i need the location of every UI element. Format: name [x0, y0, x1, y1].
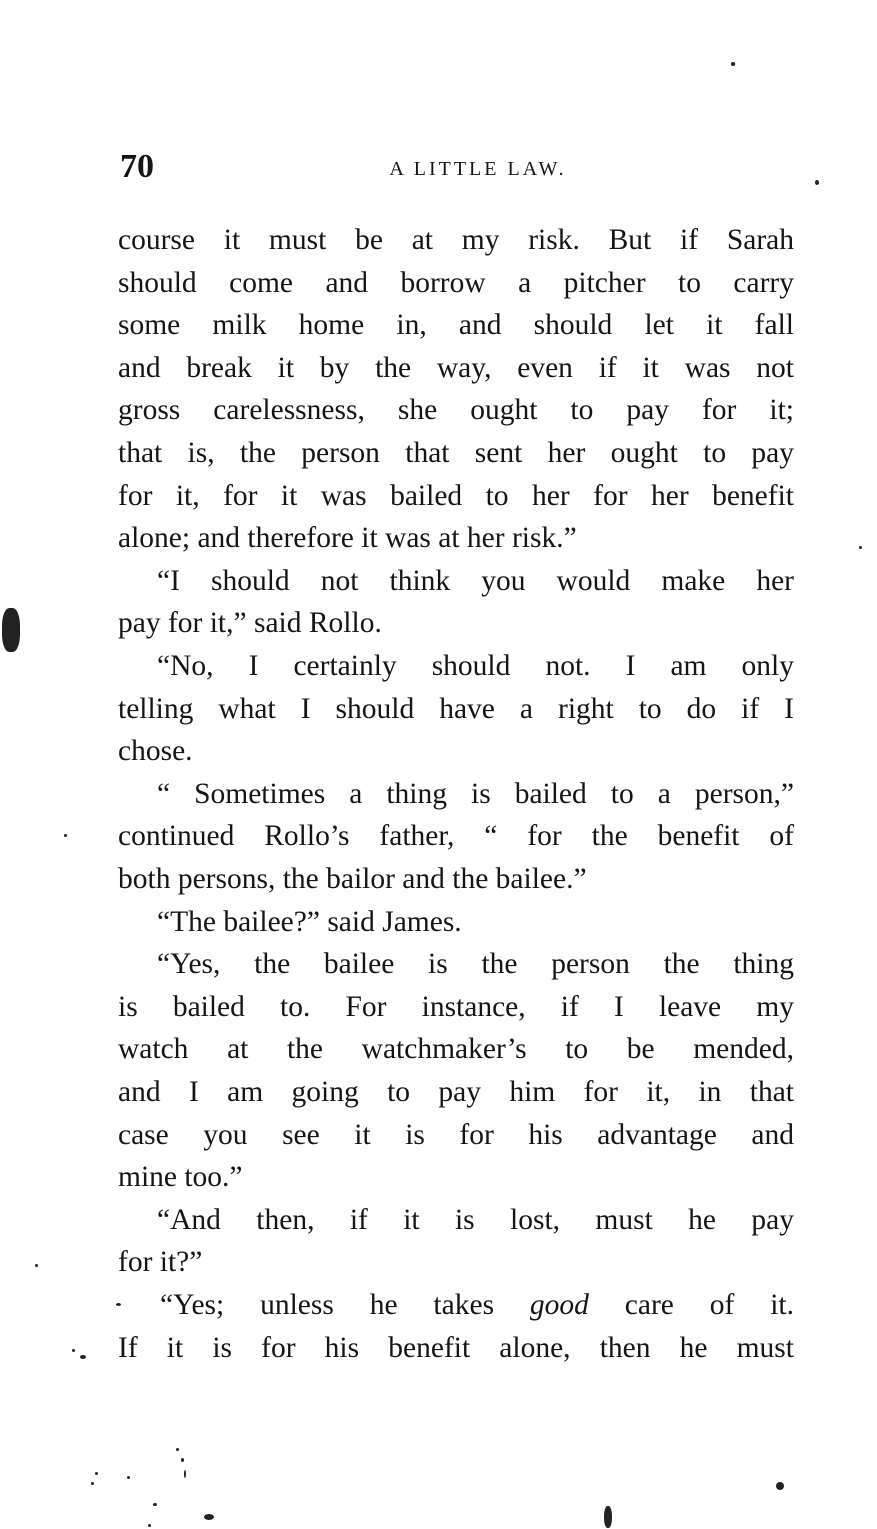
- ink-speck: [72, 1349, 75, 1352]
- ink-speck: [64, 834, 67, 837]
- ink-speck: [815, 180, 819, 185]
- ink-speck: [127, 1476, 130, 1479]
- text-line: alone; and therefore it was at her risk.”: [118, 522, 577, 555]
- ink-blot: [2, 608, 20, 652]
- text-line: some milk home in, and should let it fall: [118, 309, 794, 342]
- text-line: continued Rollo’s father, “ for the benefit of: [118, 820, 794, 853]
- ink-speck: [148, 1524, 151, 1527]
- text-line: for it?”: [118, 1246, 203, 1279]
- ink-speck: [91, 1482, 94, 1485]
- text-line: telling what I should have a right to do if I: [118, 692, 794, 725]
- ink-blot: [604, 1506, 612, 1528]
- text-line: for it, for it was bailed to her for her benefit: [118, 479, 794, 512]
- text-line: “ Sometimes a thing is bailed to a person,”: [157, 777, 794, 810]
- ink-speck: [204, 1514, 214, 1520]
- ink-speck: [731, 62, 735, 66]
- text-line: case you see it is for his advantage and: [118, 1118, 794, 1151]
- ink-speck: [859, 546, 862, 549]
- ink-speck: [181, 1458, 184, 1462]
- text-line: gross carelessness, she ought to pay for it;: [118, 394, 794, 427]
- text-line: mine too.”: [118, 1161, 243, 1194]
- text-line: “And then, if it is lost, must he pay: [157, 1203, 794, 1236]
- text-line: and I am going to pay him for it, in that: [118, 1076, 794, 1108]
- emphasized-word: good: [529, 1289, 589, 1321]
- ink-speck: [80, 1355, 86, 1359]
- text-line: course it must be at my risk. But if Sarah: [118, 224, 794, 256]
- text-line: watch at the watchmaker’s to be mended,: [118, 1033, 794, 1066]
- page-header: [118, 148, 798, 188]
- running-head: A LITTLE LAW.: [389, 158, 567, 180]
- text-line: pay for it,” said Rollo.: [118, 607, 382, 640]
- text-line: “Yes, the bailee is the person the thing: [157, 948, 794, 981]
- text-line: should come and borrow a pitcher to carry: [118, 266, 794, 299]
- text-line: and break it by the way, even if it was not: [118, 351, 794, 384]
- ink-speck: [776, 1482, 784, 1490]
- text-line: is bailed to. For instance, if I leave my: [118, 990, 794, 1023]
- ink-speck: [184, 1470, 186, 1478]
- ink-speck: [116, 1303, 121, 1306]
- text-line: that is, the person that sent her ought to pay: [118, 437, 794, 469]
- text-line: If it is for his benefit alone, then he must: [118, 1331, 794, 1364]
- ink-speck: [153, 1503, 157, 1506]
- text-line: both persons, the bailor and the bailee.”: [118, 863, 587, 895]
- ink-speck: [95, 1472, 98, 1475]
- text-line: chose.: [118, 735, 193, 768]
- text-line: “I should not think you would make her: [157, 564, 794, 597]
- text-line: “No, I certainly should not. I am only: [157, 650, 794, 682]
- ink-speck: [176, 1448, 179, 1451]
- page-number: 70: [120, 148, 154, 185]
- text-line: “Yes; unless he takes good care of it.: [160, 1289, 794, 1321]
- text-line: “The bailee?” said James.: [157, 905, 462, 938]
- ink-speck: [35, 1264, 38, 1267]
